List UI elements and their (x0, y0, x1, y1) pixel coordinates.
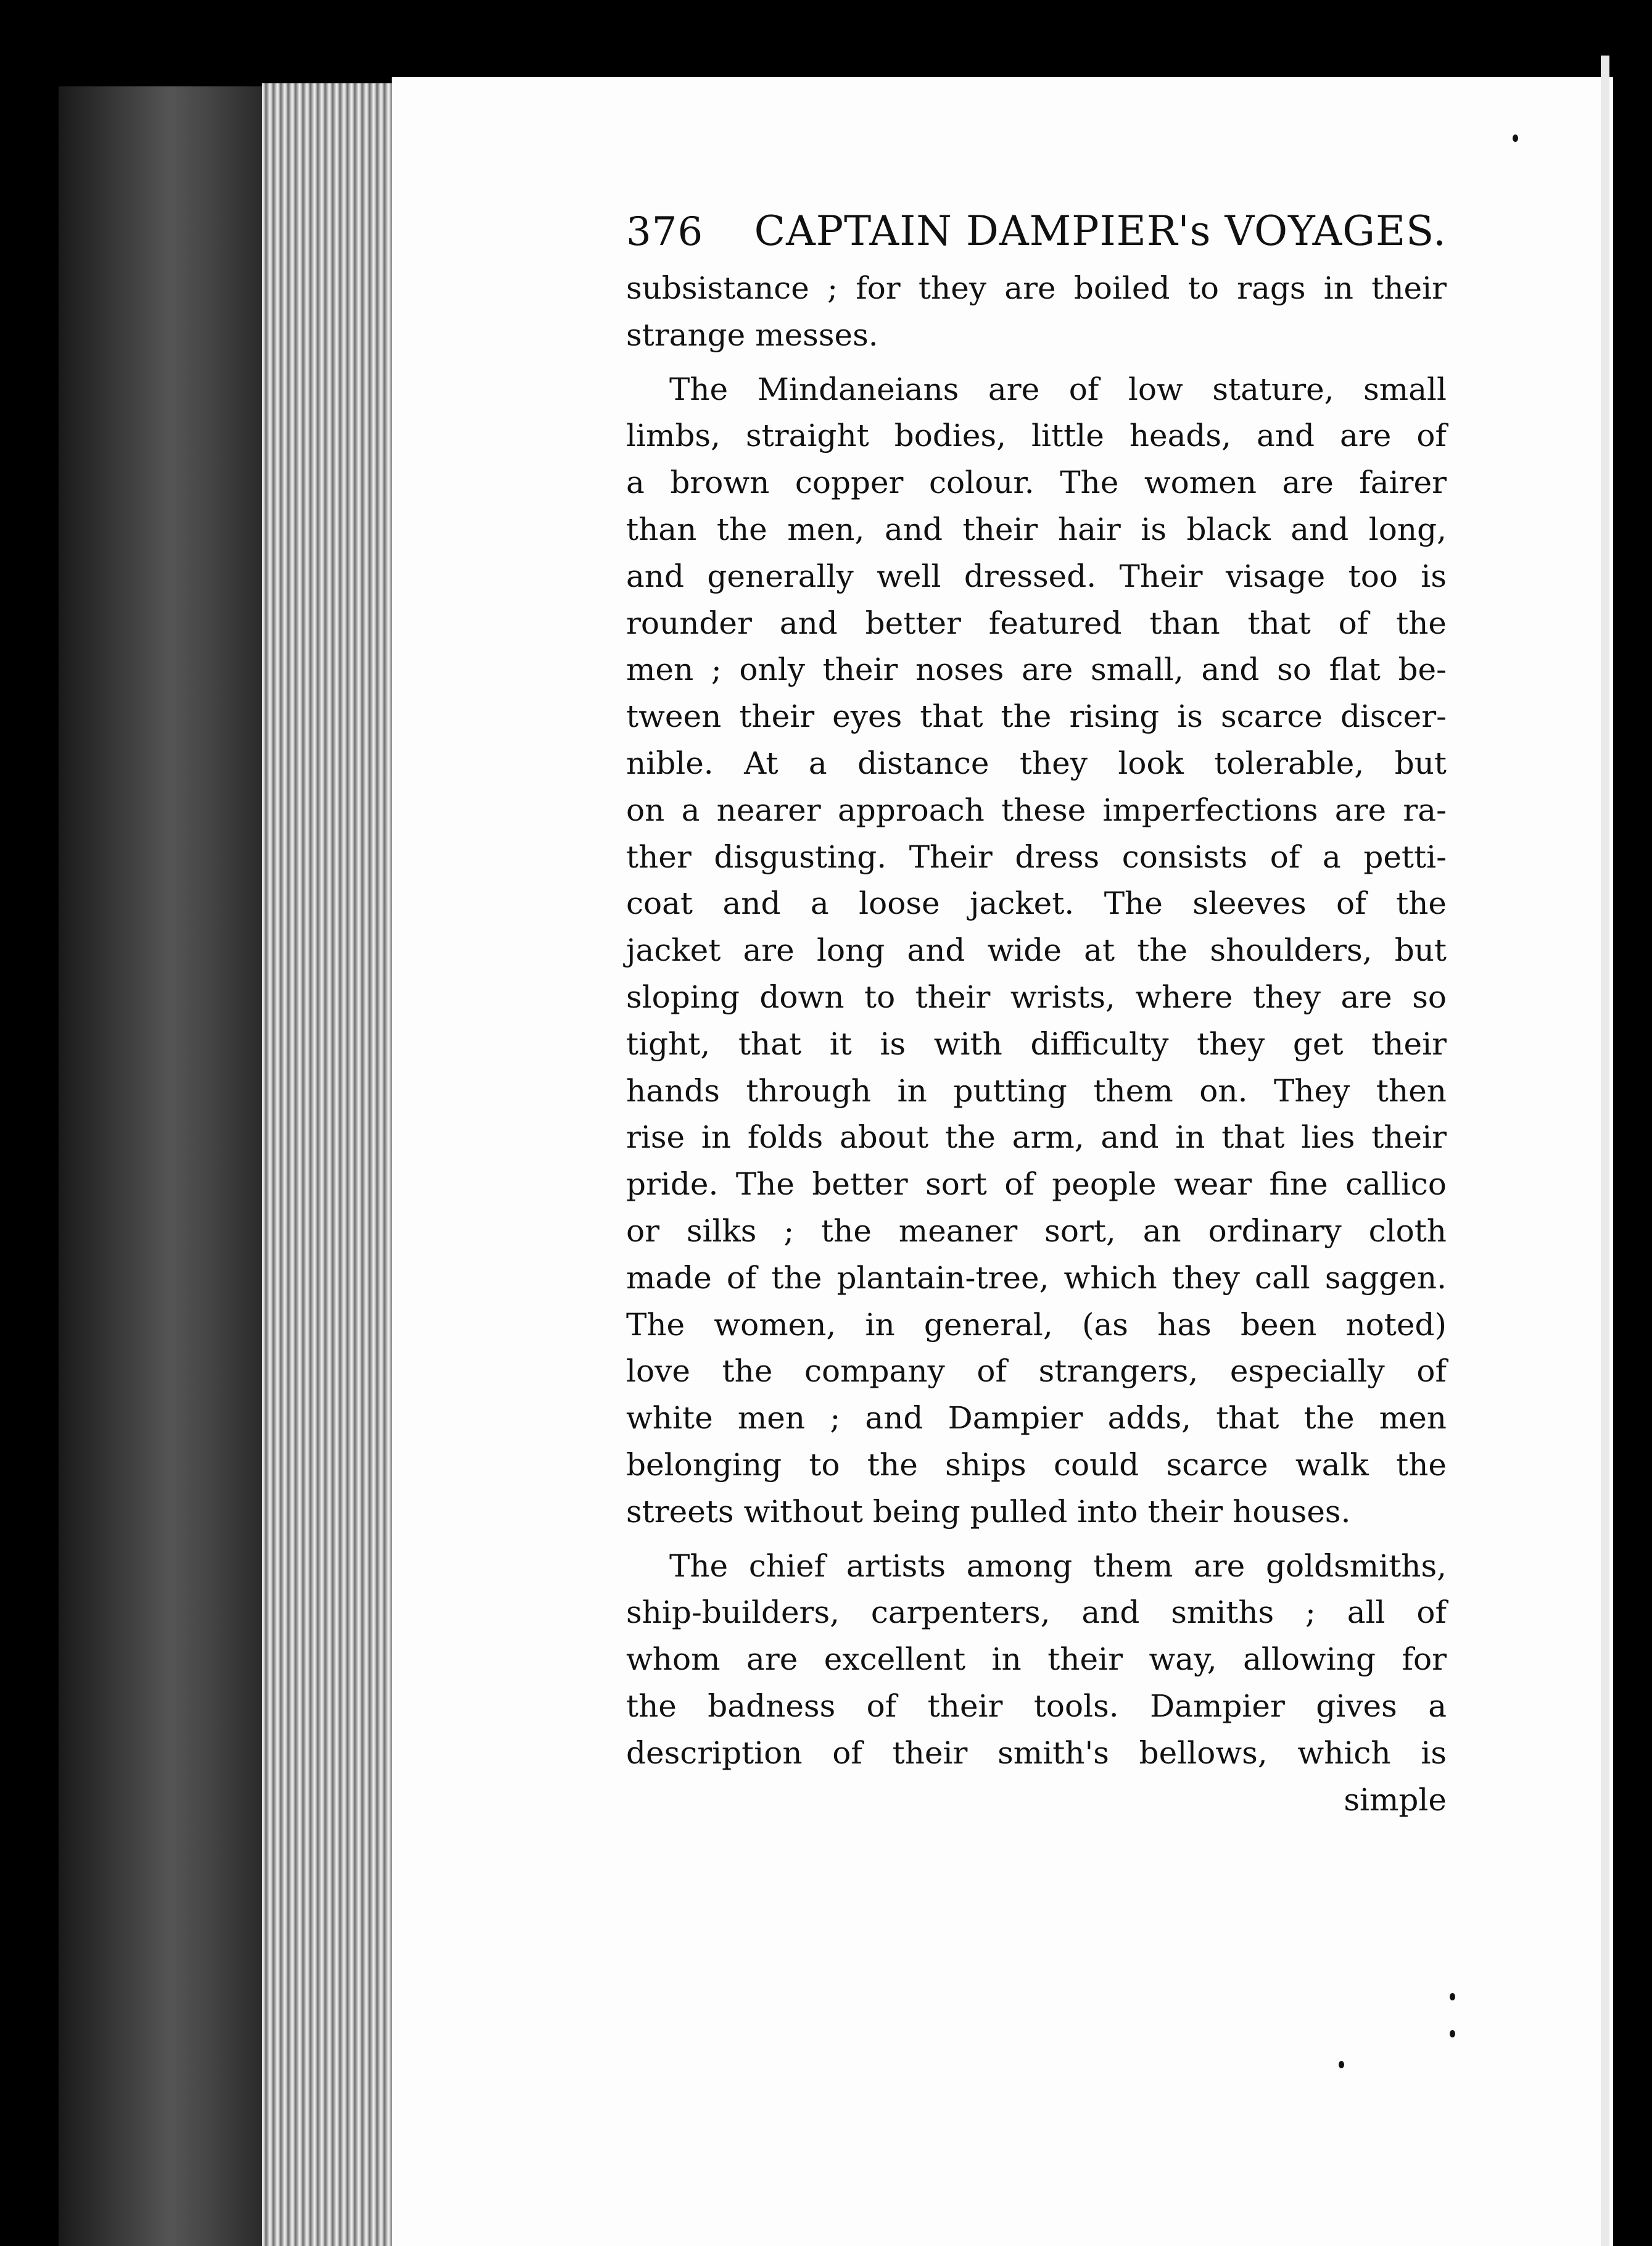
text-line: The Mindaneians are of low stature, small (669, 371, 1447, 407)
text-line: and generally well dressed. Their visage too is (626, 558, 1447, 594)
text-line: rounder and better featured than that of the (626, 605, 1447, 641)
text-line: tight, that it is with difficulty they get their (626, 1026, 1447, 1062)
text-line: hands through in putting them on. They then (626, 1072, 1447, 1109)
text-line: limbs, straight bodies, little heads, and are of (626, 418, 1447, 454)
facing-page-edge (1601, 56, 1609, 2246)
text-line: the badness of their tools. Dampier gives a (626, 1688, 1447, 1724)
text-line: or silks ; the meaner sort, an ordinary cloth (626, 1212, 1447, 1249)
text-line: white men ; and Dampier adds, that the men (626, 1400, 1447, 1436)
paragraph (626, 367, 1447, 1536)
text-line: men ; only their noses are small, and so flat be- (626, 652, 1447, 688)
text-line: than the men, and their hair is black and long, (626, 511, 1447, 547)
text-line: The women, in general, (as has been noted) (626, 1306, 1447, 1343)
text-line: ship-builders, carpenters, and smiths ; all of (626, 1594, 1447, 1631)
text-line: The chief artists among them are goldsmiths, (669, 1548, 1447, 1584)
scan-border (1613, 59, 1652, 2246)
text-line: a brown copper colour. The women are fairer (626, 465, 1447, 501)
body-text (626, 265, 1447, 1777)
text-line: coat and a loose jacket. The sleeves of the (626, 885, 1447, 922)
paragraph-gap (626, 1536, 1447, 1543)
ink-speck (1450, 1993, 1455, 2000)
text-line: rise in folds about the arm, and in that lies their (626, 1119, 1447, 1156)
text-line: love the company of strangers, especially of (626, 1353, 1447, 1390)
text-line: pride. The better sort of people wear fine callico (626, 1166, 1447, 1203)
paragraph-gap (626, 359, 1447, 367)
text-line: ther disgusting. Their dress consists of a petti- (626, 839, 1447, 875)
text-line: on a nearer approach these imperfections are ra- (626, 792, 1447, 828)
text-line: nible. At a distance they look tolerable, but (626, 745, 1447, 781)
text-line: tween their eyes that the rising is scarce discer- (626, 698, 1447, 735)
paragraph (626, 1543, 1447, 1777)
ink-speck (1513, 135, 1518, 142)
page-title: CAPTAIN DAMPIER's VOYAGES. (754, 207, 1447, 255)
text-line: whom are excellent in their way, allowing for (626, 1641, 1447, 1678)
ink-speck (1450, 2030, 1455, 2037)
running-head (626, 197, 1447, 265)
text-line: strange messes. (626, 317, 878, 353)
text-line: description of their smith's bellows, which is (626, 1734, 1447, 1771)
ink-speck (1339, 2061, 1344, 2068)
text-line: made of the plantain-tree, which they call saggen. (626, 1259, 1447, 1296)
text-line: streets without being pulled into their houses. (626, 1493, 1351, 1530)
catchword: simple (1344, 1781, 1447, 1818)
book-spine (59, 86, 262, 2246)
text-line: jacket are long and wide at the shoulders, but (626, 932, 1447, 969)
text-block (626, 197, 1447, 1823)
paragraph (626, 265, 1447, 359)
page-number: 376 (626, 209, 704, 255)
text-line: subsistance ; for they are boiled to rags in their (626, 270, 1447, 306)
text-line: sloping down to their wrists, where they are so (626, 979, 1447, 1015)
text-line: belonging to the ships could scarce walk the (626, 1446, 1447, 1483)
